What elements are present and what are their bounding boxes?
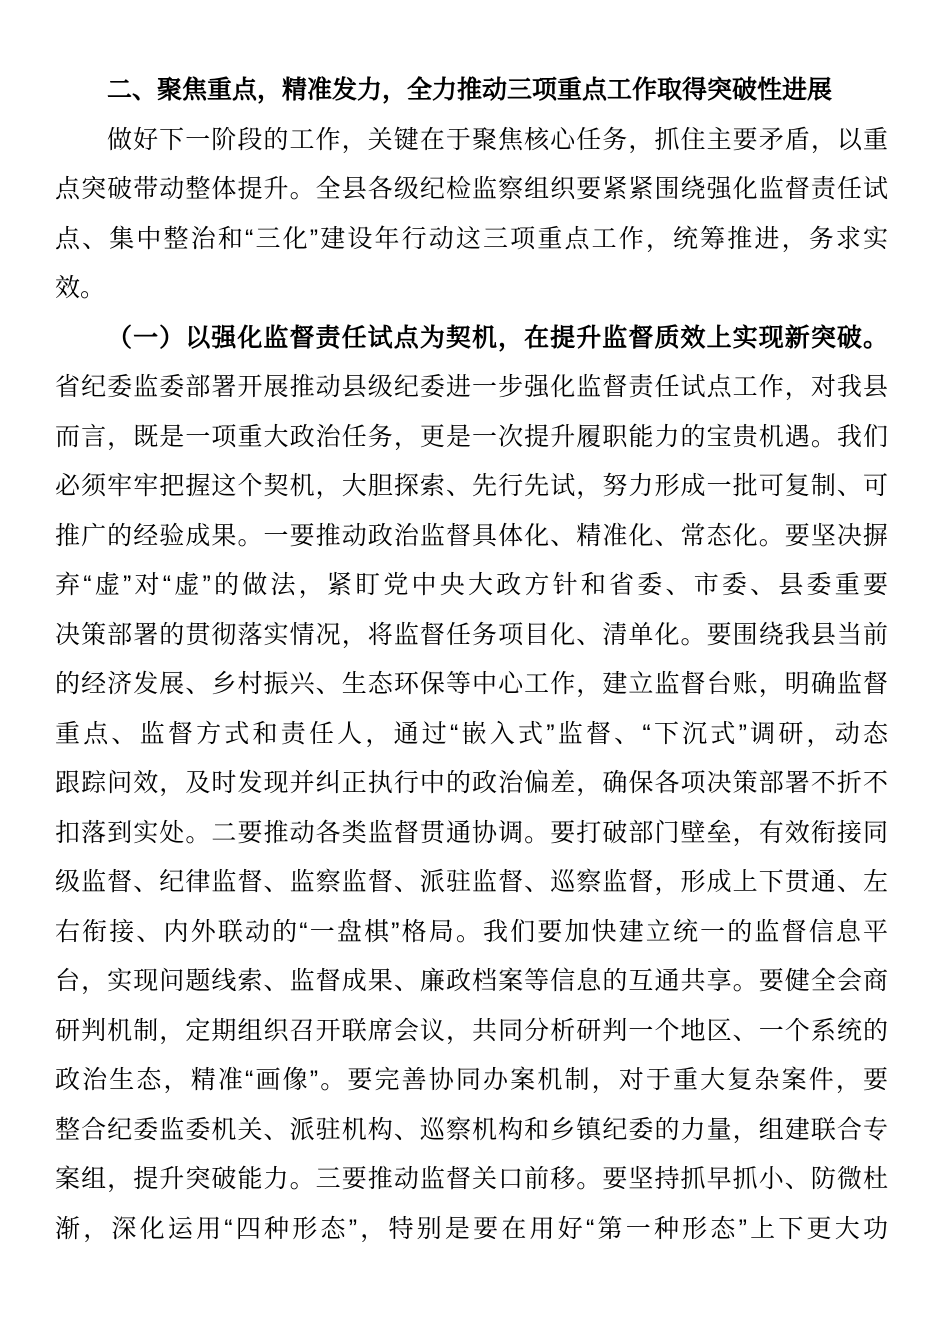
paragraph-line: 渐，深化运用“四种形态”，特别是要在用好“第一种形态”上下更大功 [55,1214,888,1243]
paragraph-line: 级监督、纪律监督、监察监督、派驻监督、巡察监督，形成上下贯通、左 [55,868,888,896]
paragraph-line: 做好下一阶段的工作，关键在于聚焦核心任务，抓住主要矛盾，以重 [107,125,888,154]
subsection-heading-line: （一）以强化监督责任试点为契机，在提升监督质效上实现新突破。 [107,323,888,352]
paragraph-line: 的经济发展、乡村振兴、生态环保等中心工作，建立监督台账，明确监督 [55,670,888,698]
paragraph-line: 而言，既是一项重大政治任务，更是一次提升履职能力的宝贵机遇。我们 [55,422,888,451]
paragraph-line: 点突破带动整体提升。全县各级纪检监察组织要紧紧围绕强化监督责任试 [55,175,888,203]
paragraph-line: 决策部署的贯彻落实情况，将监督任务项目化、清单化。要围绕我县当前 [55,620,888,649]
paragraph-line: 台，实现问题线索、监督成果、廉政档案等信息的互通共享。要健全会商 [55,967,888,995]
document-text-block [55,66,888,1254]
paragraph-line: 点、集中整治和“三化”建设年行动这三项重点工作，统筹推进，务求实 [55,224,888,253]
paragraph-line: 效。 [55,274,106,302]
section-heading-line: 二、聚焦重点，精准发力，全力推动三项重点工作取得突破性进展 [107,76,833,104]
paragraph-line: 右衔接、内外联动的“一盘棋”格局。我们要加快建立统一的监督信息平 [55,917,888,946]
paragraph-line: 研判机制，定期组织召开联席会议，共同分析研判一个地区、一个系统的 [55,1016,888,1045]
paragraph-line: 重点、监督方式和责任人，通过“嵌入式”监督、“下沉式”调研，动态 [55,719,888,748]
paragraph-line: 推广的经验成果。一要推动政治监督具体化、精准化、常态化。要坚决摒 [55,521,888,550]
paragraph-line: 整合纪委监委机关、派驻机构、巡察机构和乡镇纪委的力量，组建联合专 [55,1115,888,1144]
paragraph-line: 政治生态，精准“画像”。要完善协同办案机制，对于重大复杂案件，要 [55,1066,888,1094]
paragraph-line: 案组，提升突破能力。三要推动监督关口前移。要坚持抓早抓小、防微杜 [55,1165,888,1193]
paragraph-line: 必须牢牢把握这个契机，大胆探索、先行先试，努力形成一批可复制、可 [55,472,888,500]
paragraph-line: 跟踪问效，及时发现并纠正执行中的政治偏差，确保各项决策部署不折不 [55,769,888,797]
paragraph-line: 省纪委监委部署开展推动县级纪委进一步强化监督责任试点工作，对我县 [55,373,888,401]
paragraph-line: 弃“虚”对“虚”的做法，紧盯党中央大政方针和省委、市委、县委重要 [55,571,888,599]
paragraph-line: 扣落到实处。二要推动各类监督贯通协调。要打破部门壁垒，有效衔接同 [55,818,888,847]
